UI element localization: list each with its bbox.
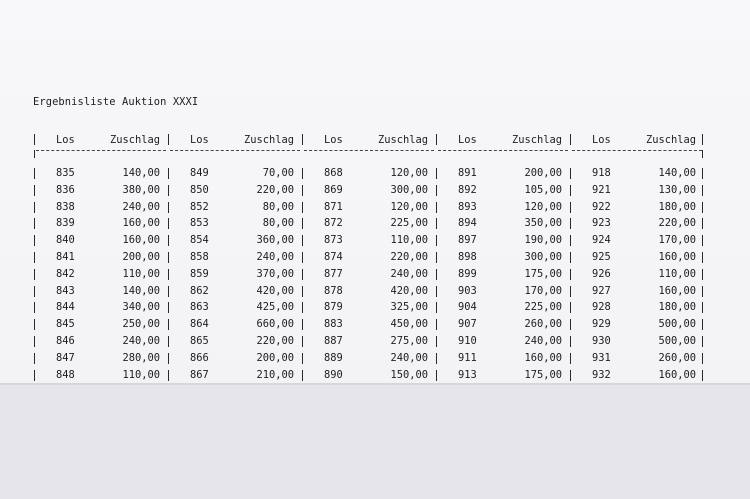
row-separator: [702, 336, 703, 347]
row-separator: [168, 269, 169, 280]
cell-zuschlag: 260,00: [658, 351, 696, 364]
cell-los: 887: [324, 335, 343, 347]
row-separator: [34, 370, 35, 381]
cell-los: 842: [56, 267, 75, 280]
cell-zuschlag: 425,00: [256, 301, 294, 314]
cell-zuschlag: 210,00: [256, 368, 294, 381]
cell-los: 858: [190, 251, 209, 263]
cell-los: 924: [592, 234, 611, 247]
row-separator: [34, 218, 35, 229]
cell-los: 853: [190, 217, 209, 230]
header-los: Los: [190, 134, 209, 146]
cell-zuschlag: 140,00: [122, 284, 160, 297]
row-separator: [570, 336, 571, 347]
cell-zuschlag: 225,00: [524, 301, 562, 314]
row-separator: [168, 202, 169, 213]
row-separator: [302, 202, 303, 213]
table-column-group: [436, 130, 570, 380]
table-column-group: [168, 130, 302, 380]
cell-zuschlag: 300,00: [390, 183, 428, 196]
cell-zuschlag: 275,00: [390, 335, 428, 347]
cell-zuschlag: 160,00: [122, 217, 160, 230]
header-rule: [36, 150, 166, 151]
row-separator: [168, 353, 169, 364]
cell-los: 866: [190, 351, 209, 364]
cell-los: 852: [190, 200, 209, 213]
cell-los: 841: [56, 251, 75, 263]
cell-zuschlag: 360,00: [256, 234, 294, 247]
cell-zuschlag: 420,00: [256, 284, 294, 297]
row-separator: [168, 235, 169, 246]
cell-los: 871: [324, 200, 343, 213]
row-separator: [168, 252, 169, 263]
cell-zuschlag: 150,00: [390, 368, 428, 381]
cell-los: 898: [458, 251, 477, 263]
row-separator: [34, 252, 35, 263]
cell-los: 932: [592, 368, 611, 381]
cell-zuschlag: 225,00: [390, 217, 428, 230]
row-separator: [570, 370, 571, 381]
row-separator: [702, 252, 703, 263]
cell-los: 865: [190, 335, 209, 347]
cell-zuschlag: 130,00: [658, 183, 696, 196]
cell-los: 927: [592, 284, 611, 297]
row-separator: [570, 235, 571, 246]
cell-zuschlag: 110,00: [122, 368, 160, 381]
row-separator: [702, 370, 703, 381]
row-separator: [570, 168, 571, 179]
cell-zuschlag: 180,00: [658, 200, 696, 213]
cell-los: 891: [458, 167, 477, 179]
cell-los: 843: [56, 284, 75, 297]
cell-zuschlag: 110,00: [390, 234, 428, 247]
cell-los: 903: [458, 284, 477, 297]
cell-los: 922: [592, 200, 611, 213]
cell-zuschlag: 220,00: [256, 335, 294, 347]
cell-los: 874: [324, 251, 343, 263]
row-separator: [34, 286, 35, 297]
row-separator: [302, 168, 303, 179]
header-rule: [572, 150, 702, 151]
cell-los: 879: [324, 301, 343, 314]
cell-los: 840: [56, 234, 75, 247]
row-separator: [436, 252, 437, 263]
cell-zuschlag: 160,00: [122, 234, 160, 247]
row-separator: [302, 252, 303, 263]
results-table: [34, 130, 704, 380]
cell-los: 836: [56, 183, 75, 196]
paper-edge: [0, 383, 750, 385]
cell-zuschlag: 300,00: [524, 251, 562, 263]
row-separator: [168, 286, 169, 297]
cell-los: 931: [592, 351, 611, 364]
header-zuschlag: Zuschlag: [645, 134, 696, 146]
cell-zuschlag: 350,00: [524, 217, 562, 230]
row-separator: [436, 269, 437, 280]
cell-los: 877: [324, 267, 343, 280]
row-separator: [302, 353, 303, 364]
row-separator: [436, 286, 437, 297]
cell-zuschlag: 190,00: [524, 234, 562, 247]
header-zuschlag: Zuschlag: [109, 134, 160, 146]
cell-zuschlag: 120,00: [524, 200, 562, 213]
cell-los: 873: [324, 234, 343, 247]
row-separator: [34, 269, 35, 280]
cell-zuschlag: 500,00: [658, 335, 696, 347]
row-separator: [436, 370, 437, 381]
row-separator: [702, 269, 703, 280]
cell-los: 867: [190, 368, 209, 381]
cell-zuschlag: 450,00: [390, 318, 428, 331]
row-separator: [702, 202, 703, 213]
document-title: Ergebnisliste Auktion XXXI: [33, 96, 199, 108]
cell-los: 930: [592, 335, 611, 347]
cell-zuschlag: 240,00: [122, 335, 160, 347]
row-separator: [168, 185, 169, 196]
row-separator: [302, 269, 303, 280]
cell-los: 835: [56, 167, 75, 179]
row-separator: [34, 235, 35, 246]
cell-los: 846: [56, 335, 75, 347]
cell-zuschlag: 70,00: [262, 167, 294, 179]
row-separator: [436, 302, 437, 313]
row-separator: [702, 218, 703, 229]
cell-los: 925: [592, 251, 611, 263]
cell-zuschlag: 240,00: [256, 251, 294, 263]
cell-zuschlag: 220,00: [390, 251, 428, 263]
cell-zuschlag: 370,00: [256, 267, 294, 280]
cell-zuschlag: 170,00: [524, 284, 562, 297]
cell-zuschlag: 140,00: [122, 167, 160, 179]
cell-los: 913: [458, 368, 477, 381]
row-separator: [168, 319, 169, 330]
cell-los: 889: [324, 351, 343, 364]
cell-los: 848: [56, 368, 75, 381]
cell-zuschlag: 240,00: [390, 267, 428, 280]
row-separator: [302, 286, 303, 297]
row-separator: [302, 336, 303, 347]
cell-zuschlag: 420,00: [390, 284, 428, 297]
header-zuschlag: Zuschlag: [243, 134, 294, 146]
row-separator: [702, 319, 703, 330]
cell-zuschlag: 120,00: [390, 167, 428, 179]
cell-zuschlag: 280,00: [122, 351, 160, 364]
row-separator: [436, 235, 437, 246]
row-separator: [302, 319, 303, 330]
row-separator: [436, 185, 437, 196]
header-rule: [304, 150, 434, 151]
row-separator: [34, 202, 35, 213]
row-separator: [168, 218, 169, 229]
row-separator: [34, 353, 35, 364]
header-los: Los: [324, 134, 343, 146]
header-los: Los: [592, 134, 611, 146]
row-separator: [570, 319, 571, 330]
cell-los: 862: [190, 284, 209, 297]
row-separator: [702, 286, 703, 297]
cell-los: 899: [458, 267, 477, 280]
cell-los: 878: [324, 284, 343, 297]
cell-los: 918: [592, 167, 611, 179]
row-separator: [570, 269, 571, 280]
cell-zuschlag: 160,00: [658, 251, 696, 263]
cell-zuschlag: 240,00: [390, 351, 428, 364]
row-separator: [168, 336, 169, 347]
row-separator: [302, 218, 303, 229]
cell-los: 844: [56, 301, 75, 314]
table-column-group: [34, 130, 168, 380]
row-separator: [570, 353, 571, 364]
row-separator: [570, 302, 571, 313]
cell-zuschlag: 160,00: [658, 368, 696, 381]
cell-los: 910: [458, 335, 477, 347]
cell-los: 869: [324, 183, 343, 196]
cell-los: 921: [592, 183, 611, 196]
row-separator: [436, 218, 437, 229]
cell-zuschlag: 110,00: [122, 267, 160, 280]
cell-los: 863: [190, 301, 209, 314]
row-separator: [702, 185, 703, 196]
cell-los: 864: [190, 318, 209, 331]
row-separator: [436, 336, 437, 347]
cell-los: 868: [324, 167, 343, 179]
cell-zuschlag: 120,00: [390, 200, 428, 213]
table-column-group: [302, 130, 436, 380]
cell-los: 890: [324, 368, 343, 381]
cell-los: 849: [190, 167, 209, 179]
cell-zuschlag: 170,00: [658, 234, 696, 247]
cell-zuschlag: 105,00: [524, 183, 562, 196]
row-separator: [702, 353, 703, 364]
cell-zuschlag: 380,00: [122, 183, 160, 196]
cell-zuschlag: 160,00: [524, 351, 562, 364]
row-separator: [570, 286, 571, 297]
row-separator: [436, 202, 437, 213]
cell-zuschlag: 175,00: [524, 368, 562, 381]
cell-los: 911: [458, 351, 477, 364]
cell-los: 923: [592, 217, 611, 230]
header-los: Los: [458, 134, 477, 146]
cell-los: 929: [592, 318, 611, 331]
row-separator: [436, 353, 437, 364]
row-separator: [302, 370, 303, 381]
header-rule: [170, 150, 300, 151]
cell-los: 845: [56, 318, 75, 331]
cell-zuschlag: 200,00: [524, 167, 562, 179]
row-separator: [34, 302, 35, 313]
row-separator: [570, 202, 571, 213]
cell-los: 850: [190, 183, 209, 196]
cell-zuschlag: 325,00: [390, 301, 428, 314]
cell-zuschlag: 250,00: [122, 318, 160, 331]
cell-los: 872: [324, 217, 343, 230]
header-los: Los: [56, 134, 75, 146]
row-separator: [570, 252, 571, 263]
row-separator: [34, 336, 35, 347]
table-column-group: [570, 130, 704, 380]
row-separator: [302, 185, 303, 196]
cell-los: 847: [56, 351, 75, 364]
cell-zuschlag: 660,00: [256, 318, 294, 331]
row-separator: [436, 168, 437, 179]
header-rule: [438, 150, 568, 151]
cell-los: 907: [458, 318, 477, 331]
row-separator: [302, 235, 303, 246]
cell-los: 883: [324, 318, 343, 331]
cell-zuschlag: 220,00: [658, 217, 696, 230]
cell-zuschlag: 220,00: [256, 183, 294, 196]
row-separator: [168, 168, 169, 179]
cell-zuschlag: 200,00: [122, 251, 160, 263]
row-separator: [168, 302, 169, 313]
cell-zuschlag: 240,00: [524, 335, 562, 347]
cell-zuschlag: 200,00: [256, 351, 294, 364]
cell-los: 928: [592, 301, 611, 314]
cell-zuschlag: 80,00: [262, 217, 294, 230]
row-separator: [702, 235, 703, 246]
cell-zuschlag: 80,00: [262, 200, 294, 213]
cell-los: 894: [458, 217, 477, 230]
cell-zuschlag: 500,00: [658, 318, 696, 331]
row-separator: [702, 168, 703, 179]
row-separator: [34, 168, 35, 179]
cell-los: 854: [190, 234, 209, 247]
cell-zuschlag: 140,00: [658, 167, 696, 179]
cell-zuschlag: 240,00: [122, 200, 160, 213]
row-separator: [168, 370, 169, 381]
cell-los: 859: [190, 267, 209, 280]
cell-los: 892: [458, 183, 477, 196]
cell-los: 926: [592, 267, 611, 280]
row-separator: [570, 218, 571, 229]
cell-los: 897: [458, 234, 477, 247]
cell-zuschlag: 340,00: [122, 301, 160, 314]
row-separator: [34, 319, 35, 330]
row-separator: [436, 319, 437, 330]
row-separator: [570, 185, 571, 196]
cell-zuschlag: 180,00: [658, 301, 696, 314]
row-separator: [34, 185, 35, 196]
cell-zuschlag: 260,00: [524, 318, 562, 331]
row-separator: [702, 302, 703, 313]
row-separator: [302, 302, 303, 313]
header-zuschlag: Zuschlag: [511, 134, 562, 146]
cell-los: 838: [56, 200, 75, 213]
cell-zuschlag: 110,00: [658, 267, 696, 280]
cell-zuschlag: 160,00: [658, 284, 696, 297]
cell-los: 893: [458, 200, 477, 213]
header-zuschlag: Zuschlag: [377, 134, 428, 146]
cell-los: 904: [458, 301, 477, 314]
cell-zuschlag: 175,00: [524, 267, 562, 280]
cell-los: 839: [56, 217, 75, 230]
